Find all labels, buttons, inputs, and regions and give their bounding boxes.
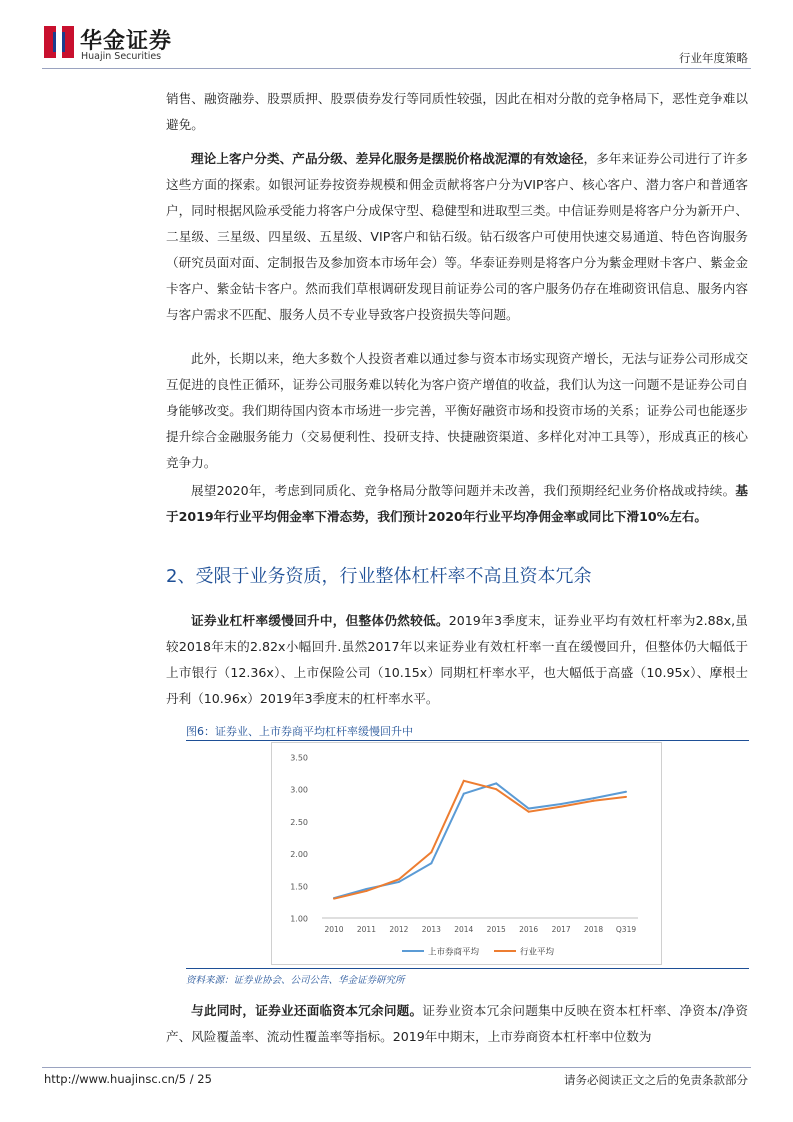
series-1-point xyxy=(463,793,465,795)
figure-source: 资料来源：证券业协会、公司公告、华金证券研究所 xyxy=(186,975,405,986)
x-tick-label: 2018 xyxy=(584,925,604,934)
series-1-point xyxy=(560,803,562,805)
series-1-point xyxy=(495,782,497,784)
series-1-point xyxy=(593,797,595,799)
report-type: 行业年度策略 xyxy=(679,51,748,65)
x-tick-label: 2010 xyxy=(324,925,344,934)
x-tick-label: Q319 xyxy=(615,925,637,934)
logo-english-name: Huajin Securities xyxy=(81,51,162,62)
paragraph-3: 此外，长期以来，绝大多数个人投资者难以通过参与资本市场实现资产增长，无法与证券公司形成交互促进的良性正循环，证券公司服务难以转化为客户资产增值的收益，我们认为这一问题不是证券公司自身能够改变。我们期待国内资本市场进一步完善，平衡好融资市场和投资市场的关系；证券公司也能逐步提升综合金融服务能力（交易便利性、投研支持、快捷融资渠道、多样化对冲工具等），形成真正的核心竞争力。 xyxy=(166,351,748,470)
y-tick-label: 2.00 xyxy=(290,850,308,860)
paragraph-5-bold: 证券业杠杆率缓慢回升中，但整体仍然较低。 xyxy=(191,613,449,628)
paragraph-6 xyxy=(166,998,748,1050)
paragraph-4 xyxy=(166,478,748,530)
series-1-point xyxy=(625,791,627,793)
x-tick-label: 2017 xyxy=(551,925,571,934)
paragraph-2 xyxy=(166,146,748,328)
series-2-point xyxy=(430,851,432,853)
footer-divider xyxy=(42,1067,751,1068)
series-1-point xyxy=(528,808,530,810)
y-tick-label: 1.00 xyxy=(290,914,308,924)
x-tick-label: 2014 xyxy=(454,925,474,934)
x-tick-label: 2011 xyxy=(356,925,376,934)
series-2-point xyxy=(593,800,595,802)
series-2-point xyxy=(333,898,335,900)
paragraph-6-bold: 与此同时，证券业还面临资本冗余问题。 xyxy=(191,1003,423,1018)
y-tick-label: 2.50 xyxy=(290,817,308,827)
series-2-point xyxy=(463,780,465,782)
footer-disclaimer: 请务必阅读正文之后的免责条款部分 xyxy=(564,1073,748,1087)
x-tick-label: 2015 xyxy=(486,925,506,934)
y-tick-label: 1.50 xyxy=(290,882,308,892)
series-2-point xyxy=(625,796,627,798)
footer-url-page: http://www.huajinsc.cn/5 / 25 xyxy=(44,1072,212,1086)
x-tick-label: 2016 xyxy=(519,925,539,934)
x-tick-label: 2013 xyxy=(421,925,441,934)
figure-bottom-rule xyxy=(186,968,749,969)
company-logo xyxy=(44,24,204,64)
y-tick-label: 3.50 xyxy=(290,753,308,763)
paragraph-5 xyxy=(166,608,748,712)
legend-label-1: 上市券商平均 xyxy=(428,947,480,958)
series-2-point xyxy=(398,878,400,880)
paragraph-4-text: 展望2020年，考虑到同质化、竞争格局分散等问题并未改善，我们预期经纪业务价格战或持续。 xyxy=(191,483,736,498)
series-1-point xyxy=(430,862,432,864)
y-tick-label: 3.00 xyxy=(290,785,308,795)
series-2-point xyxy=(528,811,530,813)
legend-label-2: 行业平均 xyxy=(520,947,555,958)
x-tick-label: 2012 xyxy=(389,925,409,934)
paragraph-2-text: ，多年来证券公司进行了许多这些方面的探索。如银河证券按资券规模和佣金贡献将客户分为VIP客户、核心客户、潜力客户和普通客户，同时根据风险承受能力将客户分成保守型、稳健型和进取型三类。中信证券则是将客户分为新开户、二星级、三星级、四星级、五星级、VIP客户和钻石级。钻石级客户可使用快速交易通道、特色咨询服务（研究员面对面、定制报告及参加资本市场年会）等。华泰证券则是将客户分为紫金理财卡客户、紫金金卡客户、紫金钻卡客户。然而我们草根调研发现目前证券公司的客户服务仍存在堆砌资讯信息、服务内容与客户需求不匹配、服务人员不专业导致客户投资损失等问题。 xyxy=(166,151,749,322)
paragraph-2-bold: 理论上客户分类、产品分级、差异化服务是摆脱价格战泥潭的有效途径 xyxy=(191,151,584,166)
header-divider xyxy=(42,68,751,69)
figure-title: 图6：证券业、上市券商平均杠杆率缓慢回升中 xyxy=(186,725,413,738)
chart-svg xyxy=(272,743,661,964)
leverage-chart xyxy=(271,742,662,965)
series-2-point xyxy=(495,788,497,790)
series-2-point xyxy=(560,806,562,808)
paragraph-1: 销售、融资融券、股票质押、股票债券发行等同质性较强，因此在相对分散的竞争格局下，恶性竞争难以避免。 xyxy=(166,91,748,132)
series-line-2 xyxy=(334,781,626,899)
paragraph-6-text: 证券业资本冗余问题集中反映在资本杠杆率、净资本/净资产、风险覆盖率、流动性覆盖率等指标。2019年中期末，上市券商资本杠杆率中位数为 xyxy=(166,1003,749,1044)
logo-mark-icon xyxy=(44,26,74,58)
paragraph-5-text: 2019年3季度末，证券业平均有效杠杆率为2.88x,虽较2018年末的2.82x小幅回升.虽然2017年以来证券业有效杠杆率一直在缓慢回升，但整体仍大幅低于上市银行（12.36x）、上市保险公司（10.15x）同期杠杆率水平，也大幅低于高盛（10.95x）、摩根士丹利（10.96x）2019年3季度末的杠杆率水平。 xyxy=(166,613,749,706)
figure-top-rule xyxy=(186,740,749,741)
paragraph-4-bold: 基于2019年行业平均佣金率下滑态势，我们预计2020年行业平均净佣金率或同比下滑10%左右。 xyxy=(166,483,748,524)
series-line-1 xyxy=(334,783,626,898)
logo-chinese-name: 华金证券 xyxy=(80,29,173,54)
section-heading: 2、受限于业务资质，行业整体杠杆率不高且资本冗余 xyxy=(166,566,592,587)
series-1-point xyxy=(398,881,400,883)
series-2-point xyxy=(365,890,367,892)
